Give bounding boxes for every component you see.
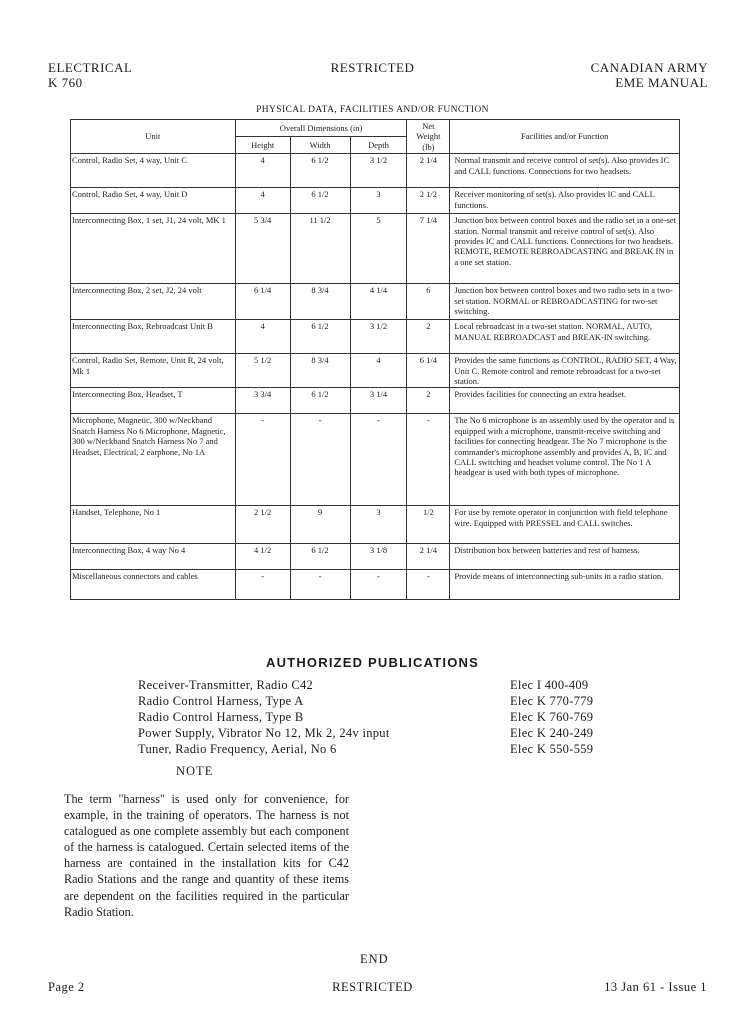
publication-ref: Elec K 760-769 [510,710,594,724]
cell-weight: 2 [407,320,450,354]
cell-unit: Miscellaneous connectors and cables [71,570,236,600]
cell-depth: 3 1/4 [350,388,407,414]
cell-width: - [290,414,350,506]
cell-width: 11 1/2 [290,214,350,284]
physical-data-table [70,119,680,600]
publication-name: Radio Control Harness, Type B [138,710,304,724]
cell-weight: 6 1/4 [407,354,450,388]
cell-height: 3 3/4 [235,388,290,414]
cell-unit: Handset, Telephone, No 1 [71,506,236,544]
cell-width: 6 1/2 [290,320,350,354]
col-header-overall: Overall Dimensions (in) [235,120,407,137]
col-header-depth: Depth [350,137,407,154]
cell-weight: 7 1/4 [407,214,450,284]
footer-page-number: Page 2 [48,980,85,994]
header-right [591,60,708,90]
cell-depth: 4 1/4 [350,284,407,320]
note-title: NOTE [176,764,214,778]
list-item [138,693,638,709]
cell-unit: Interconnecting Box, 2 set, J2, 24 volt [71,284,236,320]
cell-facilities: Local rebroadcast in a two-set station. NORMAL, AUTO, MANUAL REBROADCAST and BREAK-IN switching. [450,320,680,354]
table-row [71,354,680,388]
cell-height: - [235,570,290,600]
col-header-width: Width [290,137,350,154]
publication-ref: Elec K 770-779 [510,694,594,708]
cell-height: 2 1/2 [235,506,290,544]
table-row [71,284,680,320]
col-header-facilities: Facilities and/or Function [450,120,680,154]
cell-weight: 1/2 [407,506,450,544]
cell-unit: Interconnecting Box, 4 way No 4 [71,544,236,570]
cell-depth: 4 [350,354,407,388]
cell-weight: - [407,414,450,506]
footer-classification: RESTRICTED [332,980,413,994]
table-row [71,414,680,506]
cell-weight: - [407,570,450,600]
cell-width: - [290,570,350,600]
cell-depth: 3 1/2 [350,320,407,354]
cell-depth: 3 [350,188,407,214]
footer-issue-date: 13 Jan 61 - Issue 1 [604,980,707,994]
cell-facilities: Provides facilities for connecting an extra headset. [450,388,680,414]
cell-facilities: For use by remote operator in conjunction with field telephone wire. Equipped with PRESSEL and CALL switches. [450,506,680,544]
cell-unit: Interconnecting Box, 1 set, J1, 24 volt, MK 1 [71,214,236,284]
cell-unit: Microphone, Magnetic, 300 w/Neckband Snatch Harness No 6 Microphone, Magnetic, 300 w/Neckband Snatch Harness No 7 and Headset, Electrical, 2 earphone, No 1A [71,414,236,506]
col-header-height: Height [235,137,290,154]
table-row [71,506,680,544]
cell-width: 6 1/2 [290,388,350,414]
cell-depth: 3 1/8 [350,544,407,570]
table-row [71,388,680,414]
header-classification: RESTRICTED [330,60,415,75]
cell-width: 8 3/4 [290,354,350,388]
header-code: K 760 [48,75,83,90]
table-row [71,544,680,570]
cell-weight: 2 1/2 [407,188,450,214]
cell-height: - [235,414,290,506]
col-header-unit: Unit [71,120,236,154]
publication-ref: Elec K 550-559 [510,742,594,756]
publication-name: Power Supply, Vibrator No 12, Mk 2, 24v input [138,726,390,740]
cell-facilities: Junction box between control boxes and two radio sets in a two-set station. NORMAL or REBROADCASTING for two-set switching. [450,284,680,320]
list-item [138,709,638,725]
cell-weight: 6 [407,284,450,320]
cell-facilities: Receiver monitoring of set(s). Also provides IC and CALL functions. [450,188,680,214]
cell-width: 8 3/4 [290,284,350,320]
publication-ref: Elec I 400-409 [510,678,589,692]
cell-depth: 3 1/2 [350,154,407,188]
cell-unit: Control, Radio Set, Remote, Unit R, 24 volt, Mk 1 [71,354,236,388]
cell-weight: 2 1/4 [407,544,450,570]
publication-name: Tuner, Radio Frequency, Aerial, No 6 [138,742,337,756]
cell-height: 4 [235,188,290,214]
list-item [138,677,638,693]
cell-unit: Interconnecting Box, Rebroadcast Unit B [71,320,236,354]
cell-facilities: The No 6 microphone is an assembly used by the operator and is equipped with a microphone, transmit-receive switching and facilities for connecting headgear. The No 7 microphone is the commander's microphone assembly and provides A, B, IC and CALL switching and headset volume control. The No 1 A headgear is used with both types of microphone. [450,414,680,506]
cell-height: 4 [235,154,290,188]
header-manual: EME MANUAL [615,75,708,90]
cell-height: 6 1/4 [235,284,290,320]
cell-height: 5 3/4 [235,214,290,284]
cell-depth: 3 [350,506,407,544]
header-category: ELECTRICAL [48,60,133,75]
cell-width: 6 1/2 [290,154,350,188]
cell-height: 4 1/2 [235,544,290,570]
publication-ref: Elec K 240-249 [510,726,594,740]
header-org: CANADIAN ARMY [590,60,708,75]
note-body: The term "harness" is used only for convenience, for example, in the training of operators. The harness is not catalogued as one complete assembly but each component of the harness is catalogued. Certain selected items of the harness are contained in the installation kits for C42 Radio Stations and the range and quantity of these items are dependent on the facilities required in the particular Radio Station. [64,792,349,919]
cell-depth: 5 [350,214,407,284]
cell-width: 6 1/2 [290,188,350,214]
end-marker: END [360,952,389,966]
table-row [71,570,680,600]
col-header-weight: Net Weight (lb) [407,120,450,154]
cell-width: 9 [290,506,350,544]
cell-facilities: Normal transmit and receive control of set(s). Also provides IC and CALL functions. Connections for two headsets. [450,154,680,188]
cell-facilities: Distribution box between batteries and rest of harness. [450,544,680,570]
publication-name: Radio Control Harness, Type A [138,694,304,708]
cell-height: 5 1/2 [235,354,290,388]
table-row [71,214,680,284]
cell-weight: 2 [407,388,450,414]
publications-list [138,677,638,757]
cell-weight: 2 1/4 [407,154,450,188]
list-item [138,725,638,741]
cell-unit: Control, Radio Set, 4 way, Unit D [71,188,236,214]
cell-unit: Control, Radio Set, 4 way, Unit C [71,154,236,188]
publication-name: Receiver-Transmitter, Radio C42 [138,678,314,692]
cell-depth: - [350,414,407,506]
cell-height: 4 [235,320,290,354]
table-row [71,320,680,354]
cell-depth: - [350,570,407,600]
table-title: PHYSICAL DATA, FACILITIES AND/OR FUNCTION [256,105,489,115]
cell-facilities: Junction box between control boxes and the radio set in a one-set station. Normal transmit and receive control of set(s). Also provides IC and CALL functions. Connections for two headsets. REMOTE, REMOTE REBROADCASTING and BREAK IN in a one set station. [450,214,680,284]
cell-facilities: Provide means of interconnecting sub-units in a radio station. [450,570,680,600]
publications-title: AUTHORIZED PUBLICATIONS [266,655,479,670]
table-row [71,188,680,214]
cell-width: 6 1/2 [290,544,350,570]
cell-facilities: Provides the same functions as CONTROL, RADIO SET, 4 Way, Unit C. Remote control and remote rebroadcast for a two-set station. [450,354,680,388]
table-row [71,154,680,188]
cell-unit: Interconnecting Box, Headset, T [71,388,236,414]
list-item [138,741,638,757]
